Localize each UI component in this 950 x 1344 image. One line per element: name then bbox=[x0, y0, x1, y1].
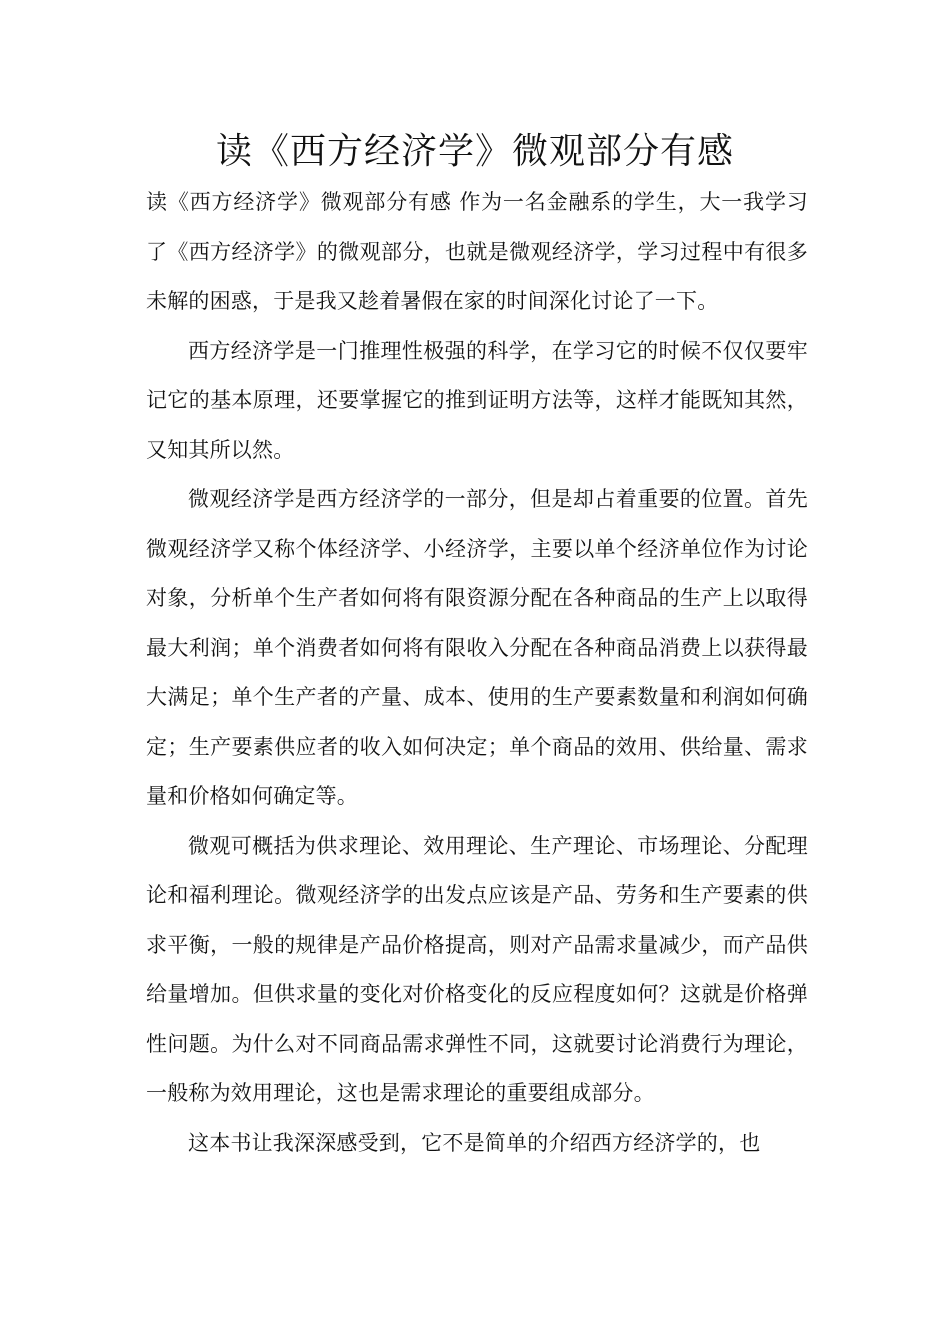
paragraph-theories: 微观可概括为供求理论、效用理论、生产理论、市场理论、分配理论和福利理论。微观经济学的出发点应该是产品、劳务和生产要素的供求平衡，一般的规律是产品价格提高，则对产品需求量减少，而产品供给量增加。但供求量的变化对价格变化的反应程度如何？这就是价格弹性问题。为什么对不同商品需求弹性不同，这就要讨论消费行为理论，一般称为效用理论，这也是需求理论的重要组成部分。 bbox=[146, 833, 808, 1105]
paragraph-reasoning: 西方经济学是一门推理性极强的科学，在学习它的时候不仅仅要牢记它的基本原理，还要掌握它的推到证明方法等，这样才能既知其然，又知其所以然。 bbox=[146, 338, 808, 462]
paragraph-microeconomics: 微观经济学是西方经济学的一部分，但是却占着重要的位置。首先微观经济学又称个体经济学、小经济学，主要以单个经济单位作为讨论对象，分析单个生产者如何将有限资源分配在各种商品的生产上以取得最大利润；单个消费者如何将有限收入分配在各种商品消费上以获得最大满足；单个生产者的产量、成本、使用的生产要素数量和利润如何确定；生产要素供应者的收入如何决定；单个商品的效用、供给量、需求量和价格如何确定等。 bbox=[146, 487, 808, 808]
paragraph-intro: 读《西方经济学》微观部分有感 作为一名金融系的学生，大一我学习了《西方经济学》的微观部分，也就是微观经济学，学习过程中有很多未解的困惑，于是我又趁着暑假在家的时间深化讨论了一下。 bbox=[146, 190, 808, 313]
document-body bbox=[146, 178, 808, 1168]
document-title: 读《西方经济学》微观部分有感 bbox=[215, 131, 734, 172]
paragraph-book-impression: 这本书让我深深感受到，它不是简单的介绍西方经济学的，也 bbox=[188, 1130, 761, 1155]
